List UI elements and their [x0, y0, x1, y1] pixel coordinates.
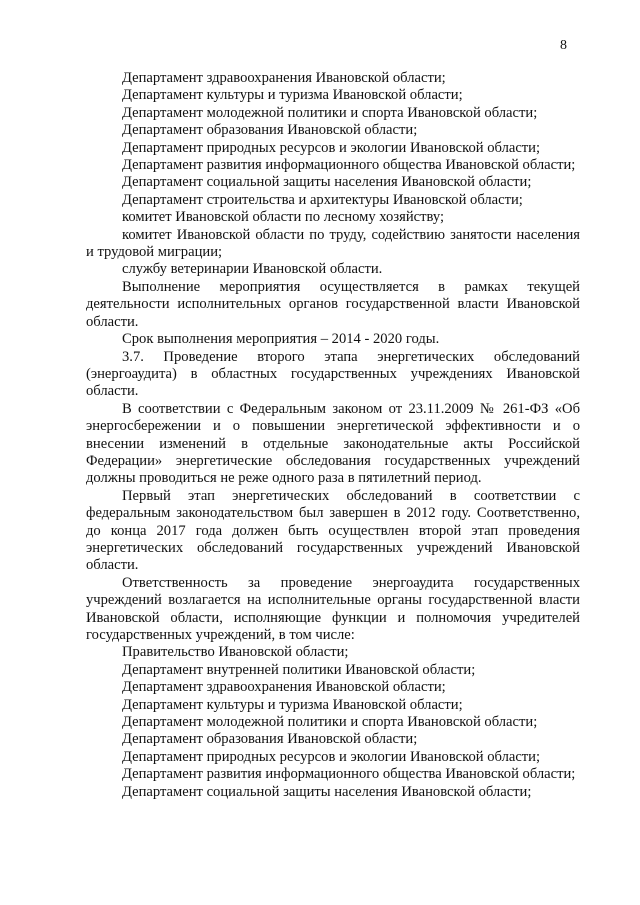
paragraph: Департамент здравоохранения Ивановской области;: [122, 679, 446, 696]
paragraph: Департамент социальной защиты населения Ивановской области;: [122, 783, 532, 800]
paragraph: Департамент культуры и туризма Ивановской области;: [122, 87, 463, 104]
paragraph: Департамент молодежной политики и спорта Ивановской области;: [122, 714, 538, 731]
paragraph: Департамент внутренней политики Ивановской области;: [122, 661, 476, 678]
paragraph: Департамент природных ресурсов и экологии Ивановской области;: [122, 139, 541, 156]
paragraph: Департамент молодежной политики и спорта Ивановской области;: [122, 104, 538, 121]
paragraph: Департамент культуры и туризма Ивановской области;: [122, 696, 463, 713]
paragraph: Срок выполнения мероприятия – 2014 - 2020 годы.: [122, 331, 440, 348]
paragraph: Департамент развития информационного общества Ивановской области;: [122, 766, 576, 783]
paragraph: Первый этап энергетических обследований в соответствии с федеральным законодательством был завершен в 2012 году. Соответственно, до конца 2017 года должен быть осуществлен второй этап проведения энергетических обследований государственных учреждений Ивановской области.: [86, 487, 580, 574]
paragraph: Департамент природных ресурсов и экологии Ивановской области;: [122, 748, 541, 765]
paragraph: службу ветеринарии Ивановской области.: [122, 261, 383, 278]
paragraph: Департамент образования Ивановской области;: [122, 731, 418, 748]
paragraph: Ответственность за проведение энергоаудита государственных учреждений возлагается на исполнительные органы государственной власти Ивановской области, исполняющие функции и полномочия учредителей государственных учреждений, в том числе:: [86, 574, 580, 643]
paragraph: Департамент здравоохранения Ивановской области;: [122, 70, 446, 86]
paragraph: Правительство Ивановской области;: [122, 644, 349, 661]
paragraph: Выполнение мероприятия осуществляется в рамках текущей деятельности исполнительных органов государственной власти Ивановской области.: [86, 278, 580, 330]
paragraph: Департамент образования Ивановской области;: [122, 122, 418, 139]
paragraph: Департамент социальной защиты населения Ивановской области;: [122, 174, 532, 191]
page-number: 8: [560, 38, 567, 53]
paragraph: Департамент строительства и архитектуры Ивановской области;: [122, 191, 523, 208]
paragraph: Департамент развития информационного общества Ивановской области;: [122, 157, 576, 174]
document-body: [86, 70, 580, 801]
paragraph: комитет Ивановской области по лесному хозяйству;: [122, 209, 445, 226]
paragraph: В соответствии с Федеральным законом от 23.11.2009 № 261-ФЗ «Об энергосбережении и о повышении энергетической эффективности и о внесении изменений в отдельные законодательные акты Российской Федерации» энергетические обследования государственных учреждений должны проводиться не реже одного раза в пятилетний период.: [86, 400, 580, 487]
section-heading: 3.7. Проведение второго этапа энергетических обследований (энергоаудита) в областных государственных учреждениях Ивановской области.: [86, 348, 580, 400]
paragraph: комитет Ивановской области по труду, содействию занятости населения и трудовой миграции;: [86, 226, 580, 261]
